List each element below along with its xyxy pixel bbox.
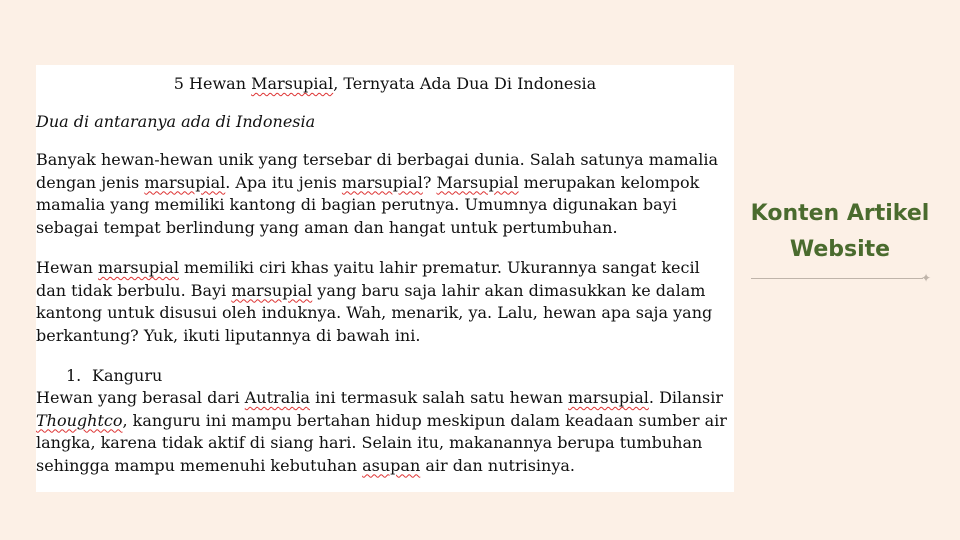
paragraph-kanguru xyxy=(36,387,734,477)
paragraph-characteristics xyxy=(36,257,734,347)
spellcheck-word: Autralia xyxy=(244,388,310,407)
list-item-kanguru xyxy=(36,365,734,387)
para-text: . Apa itu jenis xyxy=(225,172,342,192)
spellcheck-word-italic: Thoughtco xyxy=(36,410,123,430)
para-text: air dan nutrisinya. xyxy=(420,455,575,475)
document-page xyxy=(36,65,734,492)
paragraph-intro xyxy=(36,149,734,239)
spellcheck-word: marsupial xyxy=(144,172,226,192)
side-caption xyxy=(740,196,940,268)
spellcheck-word: Marsupial xyxy=(436,172,519,192)
para-text: . Dilansir xyxy=(648,388,723,407)
para-text: yang baru saja lahir akan dimasukkan ke dalam kantong untuk disusui oleh induknya. Wah, menarik, ya. Lalu, hewan apa saja yang berkantung? Yuk, ikuti liputannya di bawah ini. xyxy=(36,280,713,345)
title-text: 5 Hewan xyxy=(173,74,252,93)
spellcheck-word: asupan xyxy=(362,455,421,475)
para-text: memiliki ciri khas yaitu lahir prematur. Ukurannya sangat kecil dan tidak berbulu. Bayi xyxy=(36,258,700,300)
decorative-divider xyxy=(751,278,923,279)
para-text: merupakan kelompok mamalia yang memiliki kantong di bagian perutnya. Umumnya digunakan bayi sebagai tempat berlindung yang aman dan hangat untuk pertumbuhan. xyxy=(36,172,700,237)
spellcheck-word: marsupial xyxy=(98,258,179,277)
document-title xyxy=(36,73,734,95)
side-caption-line2: Website xyxy=(789,237,891,262)
spellcheck-word: marsupial xyxy=(231,280,313,300)
para-text: Hewan yang berasal dari xyxy=(36,388,245,407)
document-subtitle: Dua di antaranya ada di Indonesia xyxy=(36,112,316,131)
four-point-star-icon: ✦ xyxy=(921,271,932,285)
para-text: Hewan xyxy=(36,258,99,277)
spellcheck-word: marsupial xyxy=(568,388,649,407)
para-text: Banyak hewan-hewan unik yang tersebar di berbagai dunia. Salah satunya mamalia dengan jenis xyxy=(36,150,718,192)
title-text-end: , Ternyata Ada Dua Di Indonesia xyxy=(333,74,597,93)
spellcheck-word: marsupial xyxy=(341,172,423,192)
list-label: Kanguru xyxy=(92,366,163,385)
title-spellcheck-word: Marsupial xyxy=(251,74,334,93)
list-number: 1. xyxy=(66,366,82,385)
para-text: , kanguru ini mampu bertahan hidup meskipun dalam keadaan sumber air langka, karena tidak aktif di siang hari. Selain itu, makanannya berupa tumbuhan sehingga mampu memenuhi kebutuhan xyxy=(36,410,727,475)
para-text: ? xyxy=(422,172,437,192)
side-caption-line1: Konten Artikel xyxy=(750,201,930,226)
para-text: ini termasuk salah satu hewan xyxy=(310,388,569,407)
